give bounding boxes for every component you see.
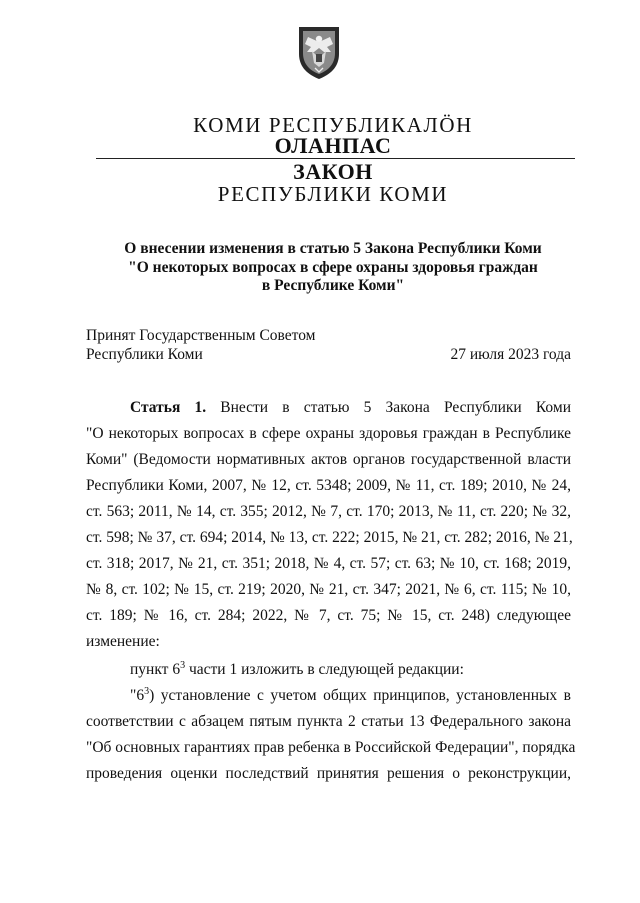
instruction-text: части 1 изложить в следующей редакции: [185,661,464,678]
adoption-statement [86,326,316,364]
article-text-line: ст. 189; № 16, ст. 284; 2022, № 7, ст. 75; № 15, ст. 248) следующее [86,607,571,624]
adoption-date: 27 июля 2023 года [450,346,571,363]
amendment-quote-line: "Об основных гарантиях прав ребенка в Российской Федерации", порядка [86,739,576,756]
quote-superscript: 3 [144,686,150,697]
quote-text: ) установление с учетом общих принципов, установленных в [149,687,571,704]
coat-of-arms-emblem [296,24,342,80]
law-title [13,240,640,296]
law-title-line: в Республике Коми" [261,277,405,294]
article-first-line [86,398,571,418]
adoption-line: Республики Коми [86,346,203,363]
article-text-line: Коми" (Ведомости нормативных актов органов государственной власти [86,451,571,468]
adoption-line: Принят Государственным Советом [86,327,316,344]
article-text-line: ст. 563; 2011, № 14, ст. 355; 2012, № 7, ст. 170; 2013, № 11, ст. 220; № 32, [86,503,571,520]
article-text-line: ст. 318; 2017, № 21, ст. 351; 2018, № 4, ст. 57; ст. 63; № 10, ст. 168; 2019, [86,555,571,572]
quote-text: "6 [130,687,145,704]
header-republic-line: РЕСПУБЛИКИ КОМИ [217,182,449,206]
header-olanpas: ОЛАНПАС [274,133,392,158]
instruction-text: пункт 6 [130,661,181,678]
law-title-line: "О некоторых вопросах в сфере охраны здоровья граждан [128,258,538,276]
article-text-line: Внести в статью 5 Закона Республики Коми [206,399,571,416]
instruction-superscript: 3 [180,660,186,671]
article-text-line: № 8, ст. 102; № 15, ст. 219; 2020, № 21, ст. 347; 2021, № 6, ст. 115; № 10, [86,581,571,598]
amendment-quote-line: соответствии с абзацем пятым пункта 2 статьи 13 Федерального закона [86,713,571,730]
header-zakon: ЗАКОН [293,159,373,184]
article-text-line: "О некоторых вопросах в сфере охраны здоровья граждан в Республике [86,425,571,442]
amendment-quote-first-line [86,686,571,706]
article-text-line: Республики Коми, 2007, № 12, ст. 5348; 2009, № 11, ст. 189; 2010, № 24, [86,477,571,494]
header-komi-line: КОМИ РЕСПУБЛИКАЛӦН [193,113,473,137]
law-title-line: О внесении изменения в статью 5 Закона Республики Коми [124,240,542,257]
amendment-instruction [86,660,571,680]
amendment-quote-line: проведения оценки последствий принятия решения о реконструкции, [86,765,571,782]
article-text-line: ст. 598; № 37, ст. 694; 2014, № 13, ст. 222; 2015, № 21, ст. 282; 2016, № 21, [86,529,573,546]
article-label: Статья 1. [130,399,207,416]
article-text-line: изменение: [86,633,160,650]
